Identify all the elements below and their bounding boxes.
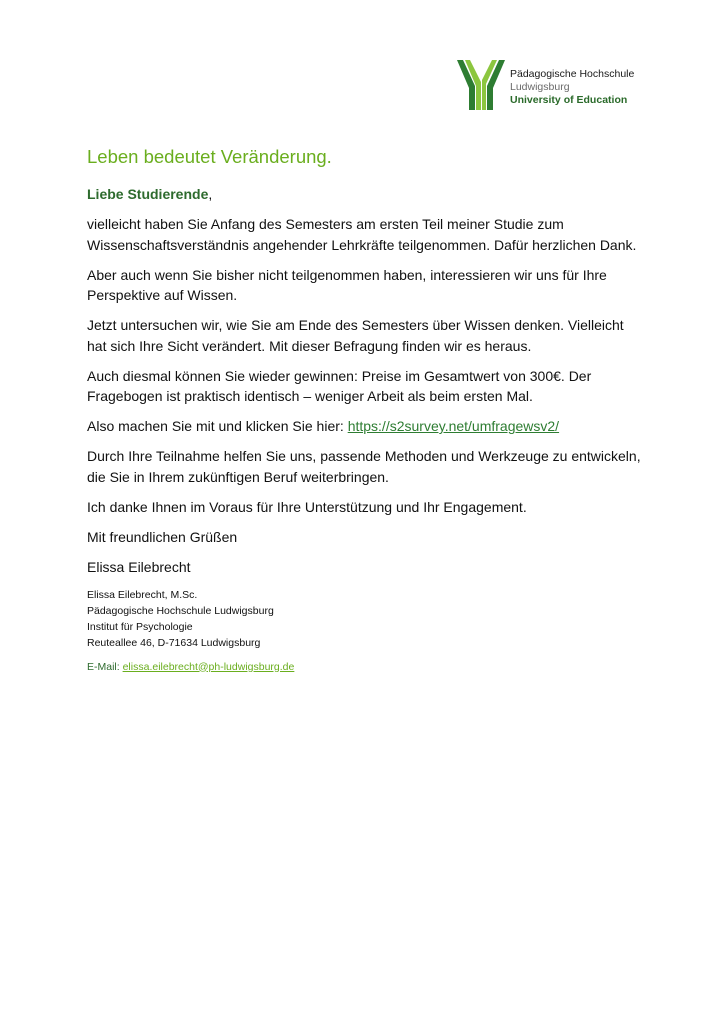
paragraph-1: vielleicht haben Sie Anfang des Semesters am ersten Teil meiner Studie zum Wissenschaftsverständnis angehender Lehrkräfte teilgenommen. Dafür herzlichen Dank.: [87, 216, 637, 253]
contact-block: [87, 587, 647, 651]
logo-line-1: Pädagogische Hochschule: [510, 68, 635, 80]
letter-body: [87, 146, 647, 675]
paragraph-5: Durch Ihre Teilnahme helfen Sie uns, passende Methoden und Werkzeuge zu entwickeln, die Sie in Ihrem zukünftigen Beruf weiterbringen.: [87, 448, 641, 485]
closing: Mit freundlichen Grüßen: [87, 528, 238, 545]
letter-headline: Leben bedeutet Veränderung.: [87, 146, 332, 167]
logo-line-3: University of Education: [510, 94, 628, 106]
survey-link-paragraph: [87, 416, 647, 437]
contact-institute: Institut für Psychologie: [87, 620, 193, 633]
contact-address: Reuteallee 46, D-71634 Ludwigsburg: [87, 636, 261, 649]
link-prefix: Also machen Sie mit und klicken Sie hier:: [87, 418, 348, 434]
greeting-bold: Liebe Studierende: [87, 186, 209, 202]
contact-name: Elissa Eilebrecht, M.Sc.: [87, 588, 198, 601]
survey-link[interactable]: https://s2survey.net/umfragewsv2/: [347, 418, 560, 434]
paragraph-6: Ich danke Ihnen im Voraus für Ihre Unterstützung und Ihr Engagement.: [87, 498, 527, 515]
signature-name: Elissa Eilebrecht: [87, 558, 191, 575]
paragraph-2: Aber auch wenn Sie bisher nicht teilgenommen haben, interessieren wir uns für Ihre Perspektive auf Wissen.: [87, 266, 607, 303]
email-link[interactable]: elissa.eilebrecht@ph-ludwigsburg.de: [122, 660, 295, 673]
greeting-tail: ,: [208, 186, 213, 202]
paragraph-4: Auch diesmal können Sie wieder gewinnen: Preise im Gesamtwert von 300€. Der Fragebogen ist praktisch identisch – weniger Arbeit als beim ersten Mal.: [87, 367, 592, 404]
paragraph-3: Jetzt untersuchen wir, wie Sie am Ende des Semesters über Wissen denken. Vielleicht hat sich Ihre Sicht verändert. Mit dieser Befragung finden wir es heraus.: [87, 317, 624, 354]
university-logo: [455, 56, 645, 114]
email-label: E-Mail:: [87, 660, 123, 673]
greeting: [87, 184, 647, 204]
logo-line-2: Ludwigsburg: [510, 81, 570, 93]
university-logo-icon: [455, 56, 507, 114]
contact-org: Pädagogische Hochschule Ludwigsburg: [87, 604, 274, 617]
email-line: [87, 659, 647, 675]
